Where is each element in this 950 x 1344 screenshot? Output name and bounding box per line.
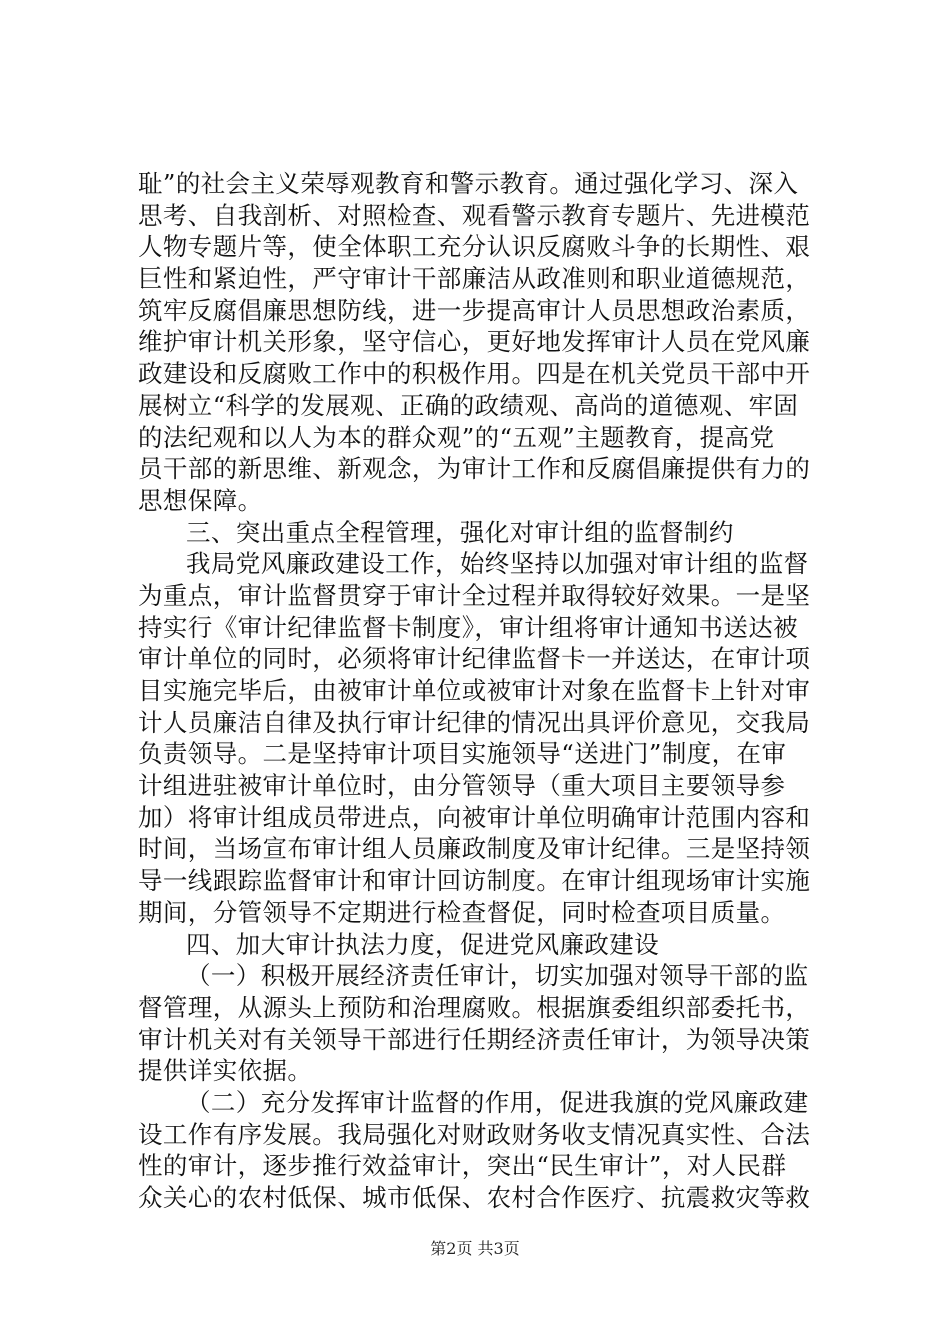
text-line: 提供详实依据。 xyxy=(138,1056,313,1086)
text-line: 目实施完毕后，由被审计单位或被审计对象在监督卡上针对审 xyxy=(138,676,811,705)
text-line: 为重点，审计监督贯穿于审计全过程并取得较好效果。一是坚 xyxy=(138,580,811,610)
text-line: 计人员廉洁自律及执行审计纪律的情况出具评价意见，交我局 xyxy=(138,707,811,737)
text-line: 维护审计机关形象，坚守信心，更好地发挥审计人员在党风廉 xyxy=(138,327,811,357)
text-line: 负责领导。二是坚持审计项目实施领导“送进门”制度，在审 xyxy=(138,739,787,769)
text-line: 导一线跟踪监督审计和审计回访制度。在审计组现场审计实施 xyxy=(138,866,811,896)
text-line: 时间，当场宣布审计组人员廉政制度及审计纪律。三是坚持领 xyxy=(138,834,811,864)
text-line: 计组进驻被审计单位时，由分管领导（重大项目主要领导参 xyxy=(138,771,786,801)
text-line: 性的审计，逐步推行效益审计，突出“民生审计”，对人民群 xyxy=(138,1151,787,1181)
page-footer: 第2页 共3页 xyxy=(430,1239,520,1258)
text-line: 展树立“科学的发展观、正确的政绩观、高尚的道德观、牢固 xyxy=(138,390,799,420)
text-line: 筑牢反腐倡廉思想防线，进一步提高审计人员思想政治素质， xyxy=(138,295,811,325)
text-line: 督管理，从源头上预防和治理腐败。根据旗委组织部委托书， xyxy=(138,992,811,1022)
text-line: 期间，分管领导不定期进行检查督促，同时检查项目质量。 xyxy=(138,897,786,927)
text-line: （二）充分发挥审计监督的作用，促进我旗的党风廉政建 xyxy=(186,1087,809,1117)
text-line: 思想保障。 xyxy=(138,485,263,515)
text-line: （一）积极开展经济责任审计，切实加强对领导干部的监 xyxy=(186,961,809,991)
text-line: 思考、自我剖析、对照检查、观看警示教育专题片、先进模范 xyxy=(138,200,811,230)
text-line: 众关心的农村低保、城市低保、农村合作医疗、抗震救灾等救 xyxy=(138,1183,811,1212)
text-line: 加）将审计组成员带进点，向被审计单位明确审计范围内容和 xyxy=(138,802,811,832)
text-line: 四、加大审计执法力度，促进党风廉政建设 xyxy=(186,929,660,959)
text-line: 人物专题片等，使全体职工充分认识反腐败斗争的长期性、艰 xyxy=(138,232,811,262)
text-line: 员干部的新思维、新观念，为审计工作和反腐倡廉提供有力的 xyxy=(138,454,811,484)
text-line: 持实行《审计纪律监督卡制度》，审计组将审计通知书送达被 xyxy=(138,612,799,642)
text-line: 审计单位的同时，必须将审计纪律监督卡一并送达，在审计项 xyxy=(138,644,811,674)
text-line: 巨性和紧迫性，严守审计干部廉洁从政准则和职业道德规范， xyxy=(138,264,811,294)
text-line: 政建设和反腐败工作中的积极作用。四是在机关党员干部中开 xyxy=(138,359,811,389)
text-line: 审计机关对有关领导干部进行任期经济责任审计，为领导决策 xyxy=(138,1024,811,1054)
text-line: 设工作有序发展。我局强化对财政财务收支情况真实性、合法 xyxy=(138,1119,811,1149)
document-body xyxy=(138,168,828,1214)
text-line: 的法纪观和以人为本的群众观”的“五观”主题教育，提高党 xyxy=(138,422,775,452)
text-line: 耻”的社会主义荣辱观教育和警示教育。通过强化学习、深入 xyxy=(138,169,799,198)
text-line: 我局党风廉政建设工作，始终坚持以加强对审计组的监督 xyxy=(186,549,809,579)
text-line: 三、突出重点全程管理，强化对审计组的监督制约 xyxy=(186,517,734,547)
